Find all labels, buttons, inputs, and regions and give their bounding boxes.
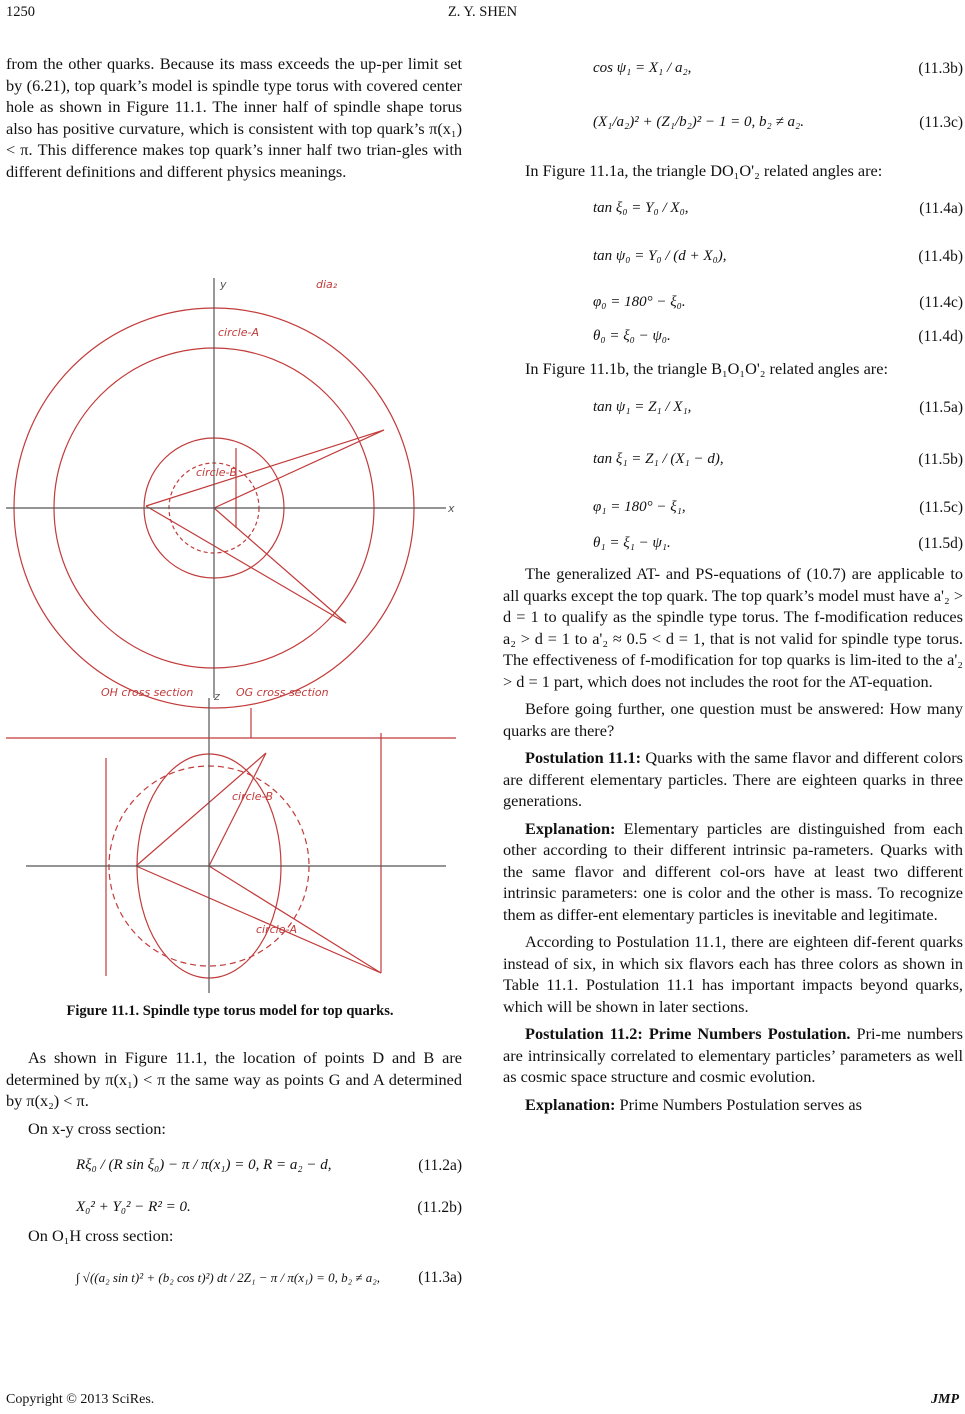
equation-11-4b: tan ψ₀ = Y₀ / (d + X₀), (11.4b) xyxy=(593,247,963,265)
y-axis-label: y xyxy=(220,278,227,291)
z-axis-label: z xyxy=(214,690,220,703)
copyright: Copyright © 2013 SciRes. xyxy=(6,1392,155,1407)
postulation-11-2: Postulation 11.2: Prime Numbers Postulation. Pri-me numbers are intrinsically correlated to elementary particles’ parameters as well as cosmic space structure and cosmic evolution. xyxy=(503,1024,963,1086)
oh-section-label: OH cross section xyxy=(101,686,194,699)
equation-11-2a: Rξ₀ / (R sin ξ₀) − π / π(x₁) = 0, R = a₂ − d, (11.2a) xyxy=(76,1157,462,1174)
right-para-5: According to Postulation 11.1, there are eighteen dif-ferent quarks instead of six, in which six flavors each has three colors as shown in Table 11.1. Postulation 11.1 has important impacts beyond quarks, which will be shown in later sections. xyxy=(503,932,963,1016)
equation-11-5b: tan ξ₁ = Z₁ / (X₁ − d), (11.5b) xyxy=(593,451,963,468)
equation-11-3c: (X₁/a₂)² + (Z₁/b₂)² − 1 = 0, b₂ ≠ a₂. (11.3c) xyxy=(593,114,963,131)
right-para-2: In Figure 11.1b, the triangle B₁O₁O'₂ related angles are: xyxy=(525,358,888,378)
page-number: 1250 xyxy=(6,4,35,20)
og-section-label: OG cross section xyxy=(236,686,329,699)
circle-b-label-lower: circle-B xyxy=(232,790,274,803)
left-para-4: On O₁H cross section: xyxy=(28,1226,174,1245)
explanation-2: Explanation: Prime Numbers Postulation serves as xyxy=(525,1094,862,1114)
postulation-11-1: Postulation 11.1: Quarks with the same flavor and different colors are different elementary particles. There are eighteen quarks in three generations. xyxy=(503,748,963,810)
running-head: Z. Y. SHEN xyxy=(447,4,518,20)
left-para-2: As shown in Figure 11.1, the location of points D and B are determined by π(x₁) < π the same way as points G and A determined by π(x₂) < π. xyxy=(6,1048,462,1110)
right-para-3: The generalized AT- and PS-equations of (10.7) are applicable to all quarks except the top quark. The top quark’s model must have a'₂ > d = 1 to qualify as the spindle type torus. The f-modification reduces a₂ > d = 1 to a'₂ ≈ 0.5 < d = 1, that is not valid for spindle type torus. The effectiveness of f-modification for top quarks is lim-ited to the a'₂ > d = 1 part, which does not includes the root for the AT-equation. xyxy=(503,564,963,691)
dia2-label: dia₂ xyxy=(316,278,338,291)
figure-11-1 xyxy=(6,268,456,1000)
equation-11-4d: θ₀ = ξ₀ − ψ₀. (11.4d) xyxy=(593,327,963,345)
left-para-1: from the other quarks. Because its mass exceeds the up-per limit set by (6.21), top quark’s model is spindle type torus with covered center hole as shown in Figure 11.1. The inner half of spindle shape torus also has positive curvature, which is consistent with top quark’s π(x₁) < π. This difference makes top quark’s inner half two trian-gles with different definitions and different physics meanings. xyxy=(6,54,462,181)
journal-name: JMP xyxy=(931,1392,959,1407)
right-para-1: In Figure 11.1a, the triangle DO₁O'₂ related angles are: xyxy=(525,161,883,180)
circle-a-label-lower: circle-A xyxy=(256,923,297,936)
explanation-1: Explanation: Elementary particles are distinguished from each other according to their different intrinsic pa-rameters. Quarks with the same flavor and different col-ors have at least two different intrinsic parameters: one is color and the other is mass. To recognize them as differ-ent elementary particles is inevitable and legitimate. xyxy=(503,818,963,924)
equation-11-3a: ∫ √((a₂ sin t)² + (b₂ cos t)²) dt / 2Z₁ − π / π(x₁) = 0, b₂ ≠ a₂, (11.3a) xyxy=(76,1268,462,1286)
figure-caption: Figure 11.1. Spindle type torus model for top quarks. xyxy=(66,1003,394,1019)
equation-11-4c: φ₀ = 180° − ξ₀. (11.4c) xyxy=(593,293,963,311)
circle-b-label: circle-B xyxy=(196,466,238,479)
left-para-3: On x-y cross section: xyxy=(28,1118,166,1138)
equation-11-4a: tan ξ₀ = Y₀ / X₀, (11.4a) xyxy=(593,199,963,217)
left-column xyxy=(6,53,462,188)
equation-11-5d: θ₁ = ξ₁ − ψ₁. (11.5d) xyxy=(593,535,963,552)
equation-11-5c: φ₁ = 180° − ξ₁, (11.5c) xyxy=(593,499,963,516)
right-column xyxy=(503,52,963,1121)
equation-11-3b: cos ψ₁ = X₁ / a₂, (11.3b) xyxy=(593,60,963,77)
x-axis-label: x xyxy=(448,502,455,515)
left-column-lower xyxy=(6,1047,462,1303)
equation-11-5a: tan ψ₁ = Z₁ / X₁, (11.5a) xyxy=(593,399,963,416)
circle-a-label: circle-A xyxy=(218,326,259,339)
equation-11-2b: X₀² + Y₀² − R² = 0. (11.2b) xyxy=(76,1199,462,1216)
right-para-4: Before going further, one question must be answered: How many quarks are there? xyxy=(503,699,963,740)
